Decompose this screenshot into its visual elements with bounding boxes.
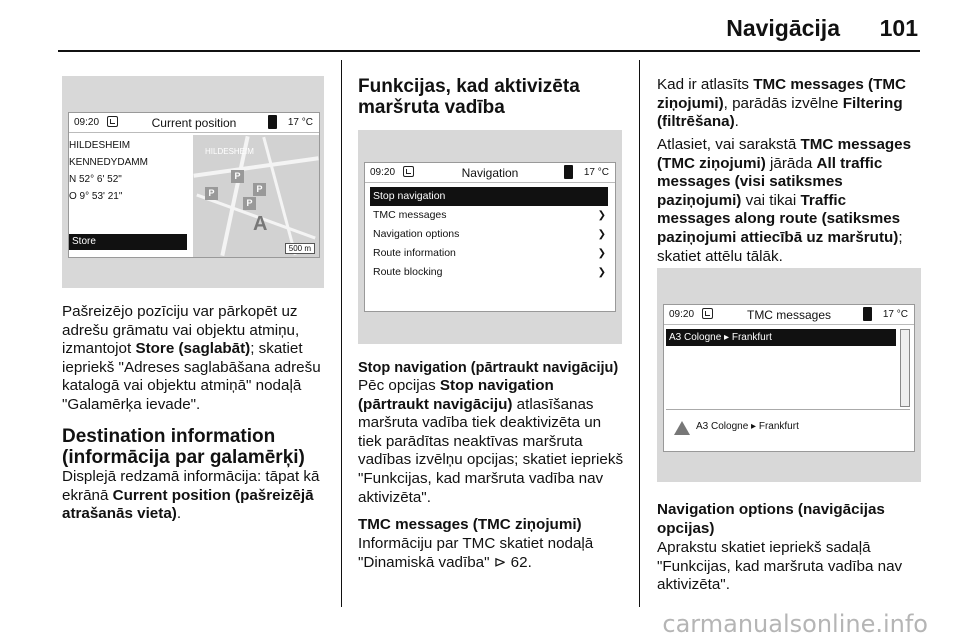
text: Displejā redzamā informācija: tāpat kā ekrānā: [62, 468, 320, 504]
text: Atlasiet, vai sarakstā: [657, 136, 801, 153]
latitude-line: N 52° 6' 52": [69, 174, 122, 185]
text: ; skatiet iepriekš "Adreses saglabāšana adrešu katalogā vai objektu atmiņā" nodaļā "Galamērķa ievade".: [62, 340, 321, 413]
paragraph-stop-navigation: [358, 377, 624, 507]
longitude-line: O 9° 53' 21": [69, 191, 123, 202]
map-city-label: HILDESHEIM: [205, 147, 254, 156]
term: Filtering (filtrēšana): [657, 94, 903, 131]
parking-icon: P: [243, 197, 256, 210]
message-detail: A3 Cologne ▸ Frankfurt: [696, 421, 799, 432]
parking-icon: P: [253, 183, 266, 196]
vehicle-position-icon: A: [253, 213, 268, 235]
chevron-right-icon: ❯: [597, 229, 606, 240]
text: .: [734, 113, 739, 131]
text: Pašreizējo pozīciju var pārkopēt uz adrešu grāmatu vai objektu atmiņu, izmantojot: [62, 303, 300, 358]
menu-item-stop-navigation[interactable]: [370, 187, 608, 206]
city-line: HILDESHEIM: [69, 140, 131, 151]
chevron-right-icon: ❯: [597, 248, 606, 259]
text: 62.: [506, 553, 532, 571]
column-divider: [341, 60, 342, 607]
phone-icon: [564, 165, 573, 179]
term: All traffic messages (visi satiksmes paziņojumi): [657, 154, 883, 209]
heading-destination-information: Destination information (informācija par galamērķi): [62, 426, 305, 468]
page-header: [0, 0, 960, 60]
menu-item-route-blocking[interactable]: [370, 263, 608, 282]
display-screen: [663, 304, 915, 452]
traffic-warning-icon: [674, 421, 690, 435]
term: TMC messages (TMC ziņojumi): [657, 76, 906, 112]
phone-icon: [268, 115, 277, 129]
text: jārāda: [765, 154, 817, 172]
clock-time: 09:20: [669, 309, 695, 320]
chevron-right-icon: ❯: [597, 210, 606, 221]
page-title: Navigācija: [726, 15, 840, 41]
term: TMC messages (TMC ziņojumi): [657, 136, 912, 172]
menu-item-label: TMC messages: [373, 209, 447, 221]
page-reference-icon[interactable]: ⊳: [493, 553, 507, 571]
screen-title: Current position: [151, 116, 237, 130]
column-divider: [639, 60, 640, 607]
map-scale: 500 m: [285, 243, 315, 254]
chevron-right-icon: ❯: [597, 267, 606, 278]
paragraph-tmc: [358, 535, 624, 572]
menu-item-navigation-options[interactable]: [370, 225, 608, 244]
text: atlasīšanas maršruta vadība tiek deaktivizēta un tiek parādītas neaktīvas maršruta vadības izvēlņu opcijas; skatiet iepriekš "Funkcijas, kad maršruta vadība nav aktivizēta".: [358, 395, 624, 506]
heading-stop-navigation: Stop navigation (pārtraukt navigāciju): [358, 360, 619, 376]
temperature: 17 °C: [882, 309, 908, 320]
term: Traffic messages along route (satiksmes paziņojumi attiecībā uz maršrutu): [657, 191, 901, 246]
menu-list: [370, 187, 608, 282]
store-button[interactable]: Store: [69, 234, 187, 250]
map-view[interactable]: [193, 135, 319, 257]
status-bar: [664, 305, 914, 325]
paragraph-navigation-options: Aprakstu skatiet iepriekš sadaļā "Funkcijas, kad maršruta vadība nav aktivizēta".: [657, 539, 903, 594]
temperature: 17 °C: [287, 117, 313, 128]
phone-icon: [863, 307, 872, 321]
term: Stop navigation (pārtraukt navigāciju): [358, 377, 554, 413]
status-bar: [365, 163, 615, 183]
divider: [666, 409, 910, 410]
screenshot-current-position: [62, 76, 324, 288]
parking-icon: P: [231, 170, 244, 183]
map-road: [262, 137, 296, 256]
heading-navigation-options: Navigation options (navigācijas opcijas): [657, 501, 885, 537]
menu-item-tmc-messages[interactable]: [370, 206, 608, 225]
watermark: carmanualsonline.info: [662, 610, 928, 638]
page-number: 101: [879, 15, 918, 41]
screen-title: Navigation: [461, 166, 519, 180]
street-line: KENNEDYDAMM: [69, 157, 148, 168]
menu-item-label: Route blocking: [373, 266, 443, 278]
temperature: 17 °C: [583, 167, 609, 178]
term: Store (saglabāt): [135, 340, 251, 358]
menu-item-label: Route information: [373, 247, 456, 259]
position-info: [69, 137, 148, 205]
heading-tmc-messages: TMC messages (TMC ziņojumi): [358, 516, 582, 533]
screen-title: TMC messages: [746, 308, 832, 322]
header-rule: [58, 50, 920, 52]
clock-time: 09:20: [370, 167, 396, 178]
paragraph-destination: [62, 468, 324, 524]
menu-item-label: Navigation options: [373, 228, 460, 240]
text: , parādās izvēlne: [723, 94, 843, 112]
text: Pēc opcijas: [358, 377, 440, 394]
text: ; skatiet attēlu tālāk.: [657, 228, 903, 265]
status-bar: [69, 113, 319, 133]
menu-item-label: Stop navigation: [373, 190, 446, 202]
screenshot-tmc-messages: [657, 268, 921, 482]
text: Kad ir atlasīts: [657, 76, 754, 93]
text: .: [176, 505, 182, 523]
display-screen: [68, 112, 320, 258]
paragraph-store: [62, 303, 324, 415]
screenshot-navigation: [358, 130, 622, 344]
display-screen: [364, 162, 616, 312]
paragraph-filtering: [657, 76, 923, 132]
map-road: [193, 156, 318, 177]
paragraph-select-messages: [657, 136, 923, 266]
term: Current position (pašreizējā atrašanās vieta): [62, 486, 314, 523]
heading-functions-active: Funkcijas, kad aktivizēta maršruta vadība: [358, 76, 580, 118]
parking-icon: P: [205, 187, 218, 200]
text: vai tikai: [741, 191, 801, 209]
scrollbar[interactable]: [900, 329, 910, 407]
message-list-item-selected[interactable]: A3 Cologne ▸ Frankfurt: [666, 329, 896, 346]
text: Informāciju par TMC skatiet nodaļā "Dinamiskā vadība": [358, 535, 594, 571]
clock-time: 09:20: [74, 117, 100, 128]
menu-item-route-information[interactable]: [370, 244, 608, 263]
